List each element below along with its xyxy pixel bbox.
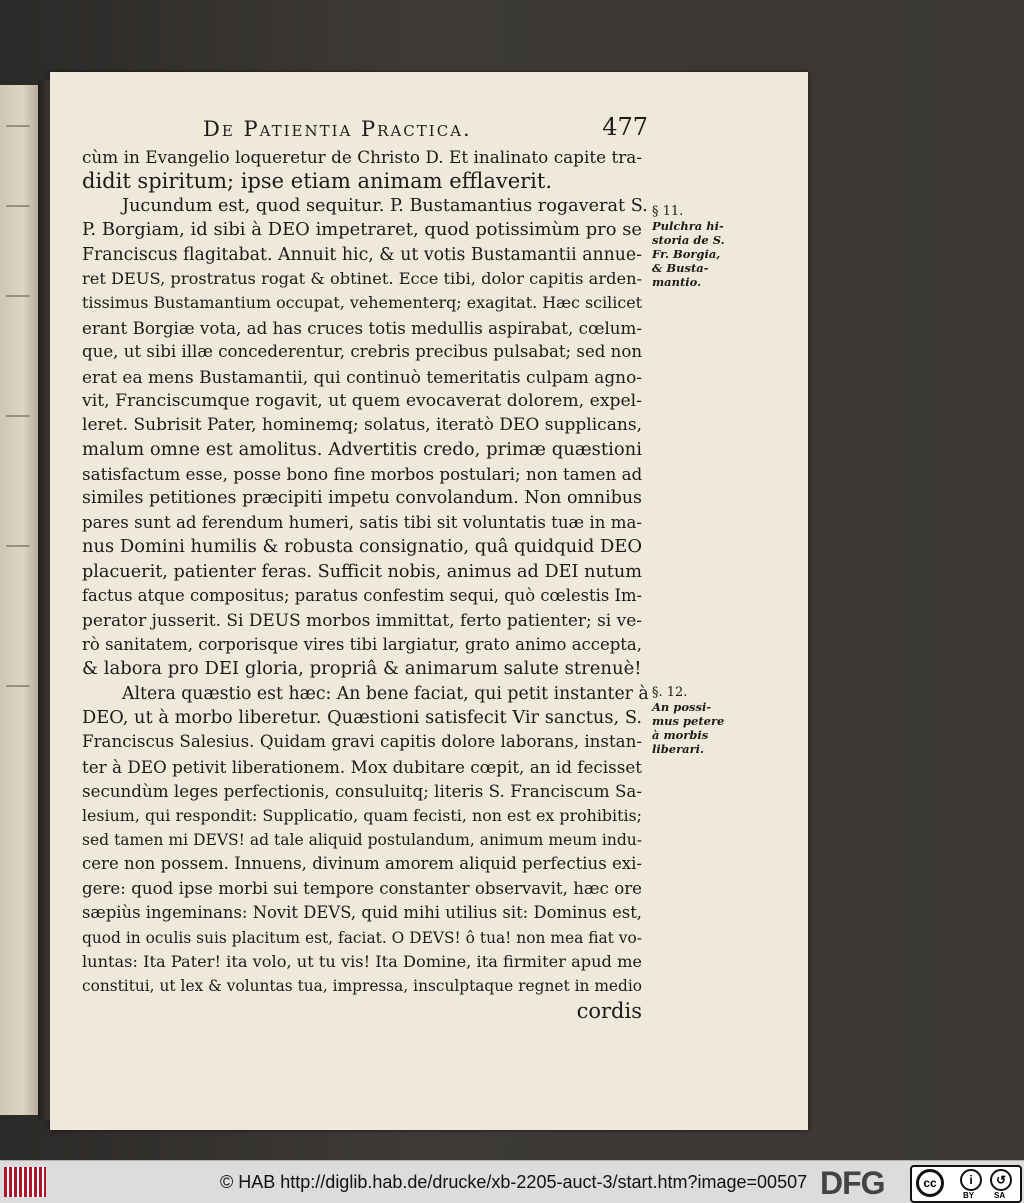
text-line: P. Borgiam, id sibi à DEO impetraret, quod potissimùm pro se bbox=[82, 219, 642, 241]
dfg-logo: DFG bbox=[820, 1165, 885, 1201]
marginal-note-line: & Busta- bbox=[652, 261, 709, 275]
edge-mark bbox=[6, 545, 30, 547]
hab-logo-icon bbox=[4, 1167, 46, 1197]
text-line: Franciscus flagitabat. Annuit hic, & ut votis Bustamantii annue- bbox=[82, 244, 642, 265]
marginal-note-line: liberari. bbox=[652, 742, 705, 756]
edge-mark bbox=[6, 685, 30, 687]
text-line: gere: quod ipse morbi sui tempore constanter observavit, hæc ore bbox=[82, 878, 642, 898]
text-line: erat ea mens Bustamantii, qui continuò temeritatis culpam agno- bbox=[82, 366, 642, 387]
text-line: secundùm leges perfectionis, consuluitq; literis S. Franciscum Sa- bbox=[82, 781, 642, 802]
text-line: malum omne est amolitus. Advertitis credo, primæ quæstioni bbox=[82, 438, 642, 460]
footer-bar bbox=[0, 1160, 1024, 1203]
text-line: cordis bbox=[576, 998, 642, 1023]
marginal-section-number: § 11. bbox=[652, 204, 684, 219]
text-line: similes petitiones præcipiti impetu convolandum. Non omnibus bbox=[82, 488, 642, 509]
marginal-note-line: à morbis bbox=[652, 728, 709, 742]
footer-attribution-link[interactable]: © HAB http://diglib.hab.de/drucke/xb-2205-auct-3/start.htm?image=00507 bbox=[220, 1172, 808, 1192]
running-head bbox=[203, 113, 648, 147]
cc-license-badge[interactable] bbox=[910, 1165, 1022, 1203]
text-line: leret. Subrisit Pater, hominemq; solatus, iteratò DEO supplicans, bbox=[82, 415, 642, 436]
text-line: didit spiritum; ipse etiam animam efflaverit. bbox=[82, 169, 553, 194]
marginal-note-11 bbox=[652, 205, 732, 289]
text-line: vit, Franciscumque rogavit, ut quem evocaverat dolorem, expel- bbox=[82, 390, 642, 411]
edge-mark bbox=[6, 205, 30, 207]
text-line: perator jusserit. Si DEUS morbos immittat, ferto patienter; si ve- bbox=[82, 610, 642, 631]
edge-mark bbox=[6, 295, 30, 297]
text-line: sed tamen mi DEVS! ad tale aliquid postulandum, animum meum indu- bbox=[82, 830, 642, 849]
text-line: quod in oculis suis placitum est, faciat. O DEVS! ô tua! non mea fiat vo- bbox=[82, 928, 642, 947]
page-number: 477 bbox=[602, 113, 648, 141]
marginal-note-line: Fr. Borgia, bbox=[652, 247, 721, 261]
text-line: rò sanitatem, corporisque vires tibi largiatur, grato animo accepta, bbox=[82, 634, 642, 654]
text-line: tissimus Bustamantium occupat, vehementerq; exagitat. Hæc scilicet bbox=[82, 293, 643, 313]
text-line: pares sunt ad ferendum humeri, satis tibi sit voluntatis tuæ in ma- bbox=[82, 512, 642, 532]
text-line: cùm in Evangelio loqueretur de Christo D. Et inalinato capite tra- bbox=[82, 147, 642, 167]
text-line: nus Domini humilis & robusta consignatio, quâ quidquid DEO bbox=[82, 536, 642, 558]
attribution-icon: i bbox=[960, 1169, 982, 1191]
body-text bbox=[82, 145, 649, 1023]
text-line: erant Borgiæ vota, ad has cruces totis medullis aspirabat, cœlum- bbox=[82, 317, 642, 338]
text-line: constitui, ut lex & voluntas tua, impressa, insculptaque regnet in medio bbox=[82, 977, 642, 996]
marginal-note-line: storia de S. bbox=[652, 233, 725, 247]
marginal-note-line: mantio. bbox=[652, 275, 702, 289]
text-line: satisfactum esse, posse bono fine morbos postulari; non tamen ad bbox=[82, 464, 643, 485]
text-line: Franciscus Salesius. Quidam gravi capitis dolore laborans, instan- bbox=[82, 732, 642, 752]
marginal-section-number: §. 12. bbox=[652, 685, 688, 700]
sa-label: SA bbox=[994, 1191, 1006, 1200]
text-line: Altera quæstio est hæc: An bene faciat, qui petit instanter à bbox=[122, 683, 649, 704]
text-line: cere non possem. Innuens, divinum amorem aliquid perfectius exi- bbox=[82, 854, 642, 874]
text-line: que, ut sibi illæ concederentur, crebris precibus pulsabat; sed non bbox=[82, 342, 643, 362]
text-line: lesium, qui respondit: Supplicatio, quam fecisti, non est ex prohibitis; bbox=[82, 805, 642, 825]
text-line: ret DEUS, prostratus rogat & obtinet. Ecce tibi, dolor capitis arden- bbox=[82, 268, 642, 288]
cc-icon: cc bbox=[916, 1169, 944, 1197]
marginal-note-12 bbox=[652, 686, 732, 756]
text-line: DEO, ut à morbo liberetur. Quæstioni satisfecit Vir sanctus, S. bbox=[82, 707, 642, 728]
share-alike-icon: ↺ bbox=[990, 1169, 1012, 1191]
edge-mark bbox=[6, 415, 30, 417]
facing-page-edge bbox=[0, 85, 39, 1115]
marginal-note-line: mus petere bbox=[652, 714, 725, 728]
text-line: luntas: Ita Pater! ita volo, ut tu vis! Ita Domine, ita firmiter apud me bbox=[82, 951, 642, 971]
marginal-note-line: Pulchra hi- bbox=[652, 219, 724, 233]
running-head-title: De Patientia Practica. bbox=[203, 117, 472, 141]
by-label: BY bbox=[963, 1191, 975, 1200]
text-line: factus atque compositus; paratus confestim sequi, quò cœlestis Im- bbox=[82, 586, 642, 606]
edge-mark bbox=[6, 125, 30, 127]
text-line: sæpiùs ingeminans: Novit DEVS, quid mihi utilius sit: Dominus est, bbox=[82, 903, 642, 923]
marginal-note-line: An possi- bbox=[652, 700, 712, 714]
text-line: & labora pro DEI gloria, propriâ & animarum salute strenuè! bbox=[82, 658, 642, 680]
text-line: ter à DEO petivit liberationem. Mox dubitare cœpit, an id fecisset bbox=[82, 756, 643, 777]
text-line: Jucundum est, quod sequitur. P. Bustamantius rogaverat S. bbox=[122, 195, 648, 216]
text-line: placuerit, patienter feras. Sufficit nobis, animus ad DEI nutum bbox=[82, 561, 642, 582]
